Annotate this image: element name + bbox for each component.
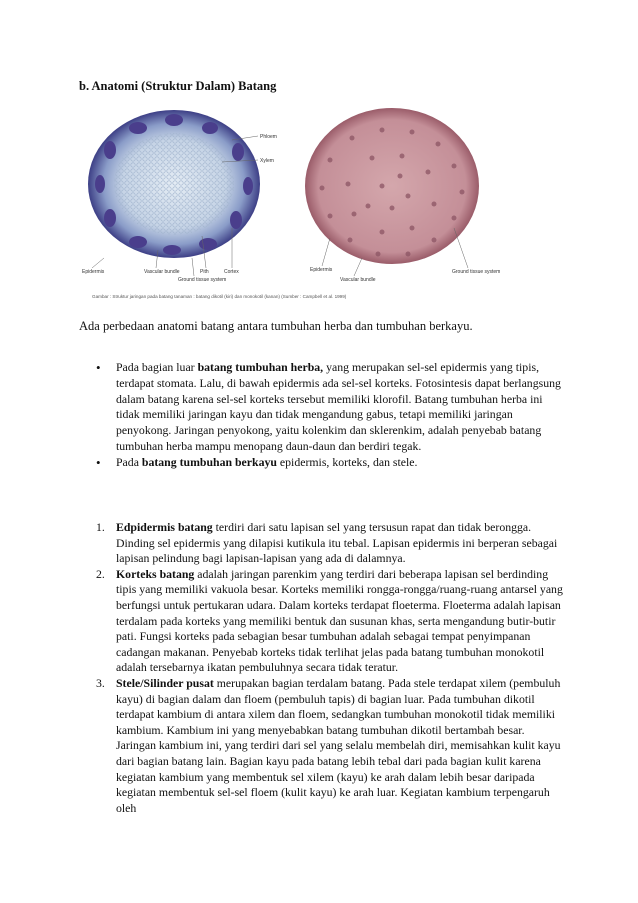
bullet-list [96,360,566,471]
label-cortex: Cortex [224,269,239,275]
label-pith: Pith [200,269,209,275]
list-item-korteks: 2. Korteks batang adalah jaringan parenkim yang terdiri dari beberapa lapisan sel berdinding tipis yang memiliki vakuola besar. Korteks memiliki rongga-rongga/ruang-ruang antarsel yang berfungsi untuk pertukaran udara. Dalam korteks terdapat floeterma. Floeterma adalah lapisan terdalam pada korteks yang memiliki bentuk dan susunan khas, serta mengandung butir-butir pati. Fungsi korteks pada sebagian besar tumbuhan adalah sebagai tempat penyimpanan cadangan makanan. Penyebab korteks tidak terlihat jelas pada batang tumbuhan monokotil adalah tersebarnya ikatan pembuluhnya secara tidak teratur. [96,566,563,675]
section-heading: b. Anatomi (Struktur Dalam) Batang [79,79,277,93]
stem-anatomy-figure [82,108,552,304]
stem-anatomy-illustration [82,108,552,304]
pith-tissue [114,133,234,235]
label-epidermis-right: Epidermis [310,267,333,273]
bullet-item-berkayu: • Pada batang tumbuhan berkayu epidermis, korteks, dan stele. [96,455,566,471]
bullet-item-herba: • Pada bagian luar batang tumbuhan herba, yang merupakan sel-sel epidermis yang tipis, terdapat stomata. Lalu, di bawah epidermis ada sel-sel korteks. Fotosintesis dapat berlangsung dalam batang karena sel-sel korteks tersebut memiliki klorofil. Batang tumbuhan herba ini tidak memiliki jaringan kayu dan tidak mengandung gabus, tetapi memiliki jaringan penyokong. Jaringan penyokong, yaitu kolenkim dan sklerenkim, adalah penyebab batang tumbuhan herba mampu menopang daun-daun dan berdiri tegak. [96,360,566,455]
list-item-stele: 3. Stele/Silinder pusat merupakan bagian terdalam batang. Pada stele terdapat xilem (pembuluh kayu) di bagian dalam dan floem (pembuluh tapis) di bagian luar. Pada tumbuhan dikotil terdapat kambium di antara xilem dan floem, sedangkan tumbuhan monokotil tidak memiliki kambium. Kambium ini yang menyebabkan batang tumbuhan dikotil bertambah besar. Jaringan kambium ini, yang terdiri dari sel yang selalu membelah diri, memisahkan kulit kayu dari bagian batang lain. Bagian kayu pada batang lebih tebal dari pada bagian kulit karena kegiatan kambium yang membentuk sel xilem (kayu) ke arah dalam lebih besar daripada kegiatan membentuk sel-sel floem (kulit kayu) ke arah luar. Kegiatan kambium terpengaruh oleh [96,675,561,815]
label-vascular-left: Vascular bundle [144,269,180,275]
label-epidermis-left: Epidermis [82,269,105,275]
intro-paragraph: Ada perbedaan anatomi batang antara tumbuhan herba dan tumbuhan berkayu. [79,319,473,333]
label-ground-left: Ground tissue system [178,277,227,283]
list-item-epidermis: 1. Edpidermis batang terdiri dari satu lapisan sel yang tersusun rapat dan tidak berongga. Dinding sel epidermis yang dilapisi kutikula itu tebal. Lapisan epidermis ini berperan sebagai lapisan pelindung bagi lapisan-lapisan yang ada di dalamnya. [96,520,558,566]
numbered-list [96,520,566,816]
label-ground-right: Ground tissue system [452,269,501,275]
monocot-stem [305,108,479,264]
label-vascular-right: Vascular bundle [340,277,376,283]
label-phloem: Phloem [260,134,277,140]
figure-caption: Gambar : Struktur jaringan pada batang tanaman : batang dikotil (kiri) dan monokotil (kanan) (Sumber : Campbell et al. 1999) [92,294,347,299]
label-xylem: Xylem [260,158,274,164]
